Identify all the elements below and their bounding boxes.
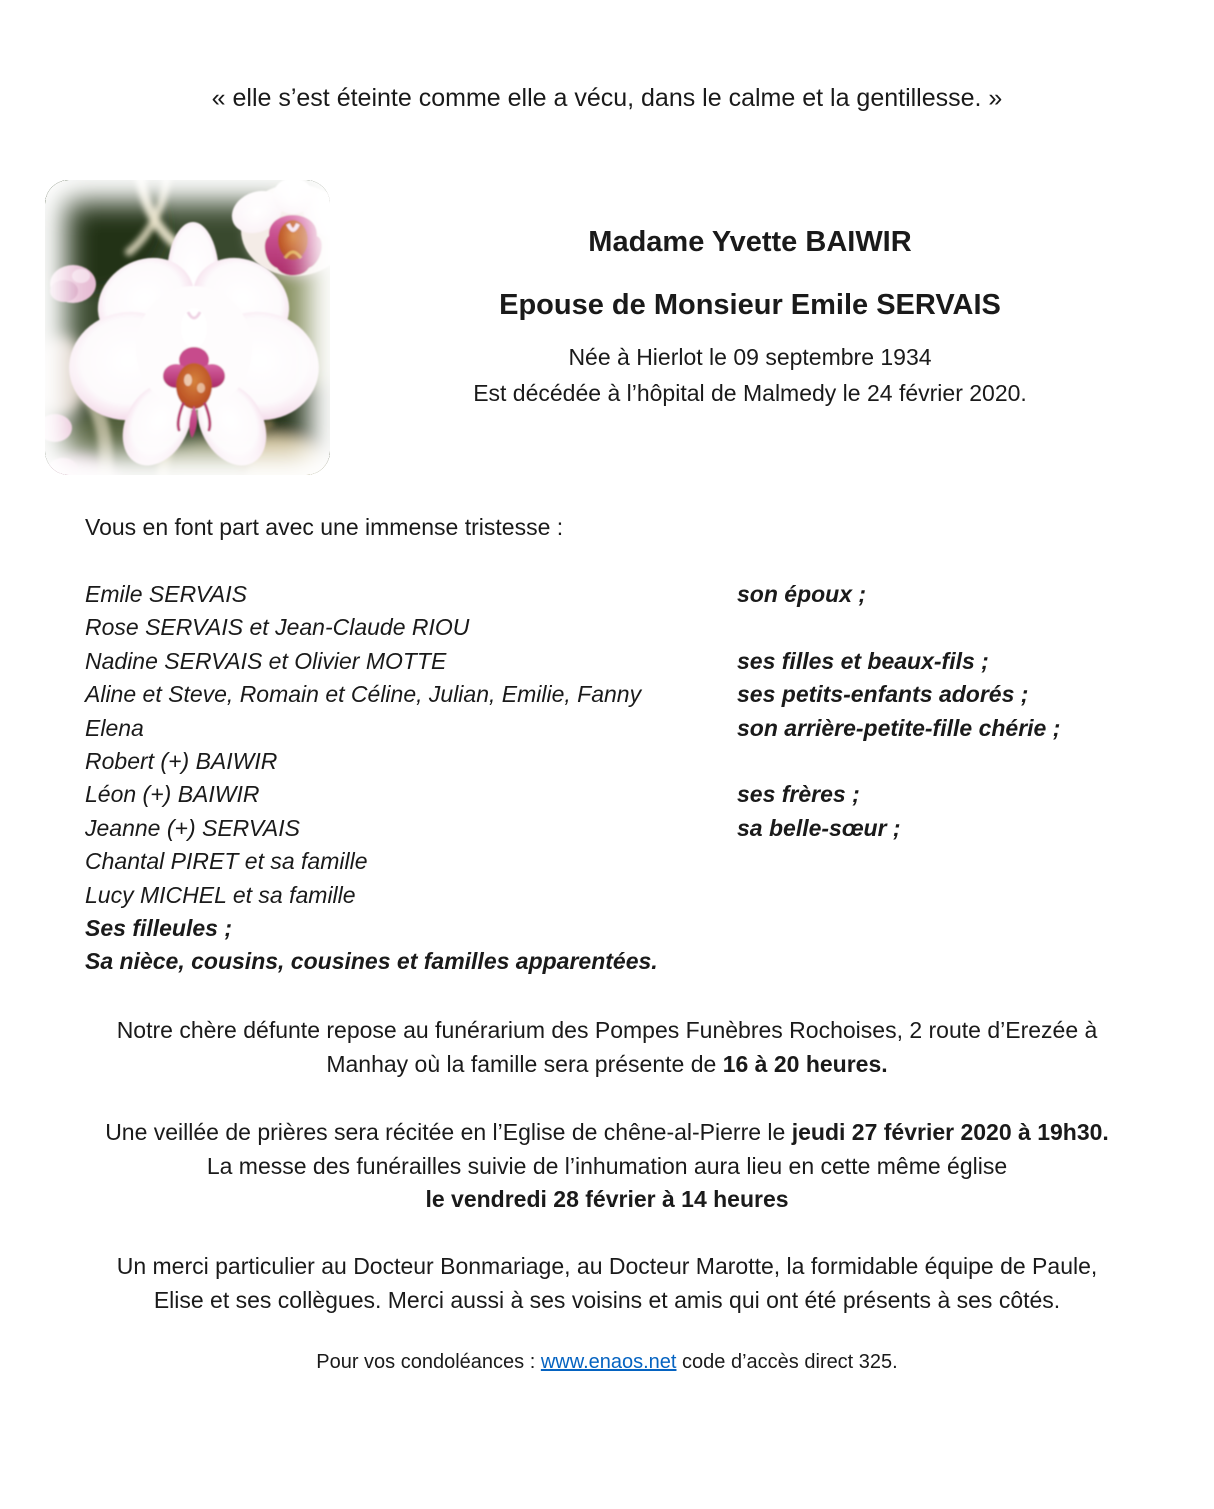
family-name: Lucy MICHEL et sa famille (85, 881, 356, 908)
family-row (0, 745, 1214, 778)
condolence-line (0, 1351, 1214, 1374)
enaos-link[interactable]: www.enaos.net (540, 1351, 677, 1373)
condolence-prefix: Pour vos condoléances : (316, 1351, 541, 1373)
family-name: Nadine SERVAIS et Olivier MOTTE (85, 647, 447, 674)
family-relation: ses frères ; (737, 781, 860, 808)
family-row (0, 912, 1214, 945)
condolence-suffix: code d’accès direct 325. (676, 1351, 898, 1373)
family-relation: son époux ; (737, 581, 867, 607)
vigil-paragraph (0, 1116, 1214, 1217)
vigil-line-1: Une veillée de prières sera récitée en l’Eglise de chêne-al-Pierre le jeudi 27 février 2020 à 19h30. (105, 1119, 1109, 1145)
orchid-illustration (45, 180, 330, 475)
family-row (0, 645, 1214, 678)
birth-line: Née à Hierlot le 09 septembre 1934 (568, 344, 932, 370)
family-name: Chantal PIRET et sa famille (85, 848, 368, 875)
family-row (0, 578, 1214, 611)
thanks-paragraph (0, 1250, 1214, 1317)
family-name: Robert (+) BAIWIR (85, 747, 278, 774)
family-name: Jeanne (+) SERVAIS (85, 814, 301, 841)
deceased-name: Madame Yvette BAIWIR (588, 226, 912, 258)
family-row (0, 845, 1214, 878)
family-relation: sa belle-sœur ; (737, 814, 901, 841)
orchid-photo (45, 180, 330, 475)
announcement-intro: Vous en font part avec une immense tristesse : (85, 514, 564, 540)
family-row (0, 778, 1214, 811)
repose-line-1: Notre chère défunte repose au funérarium des Pompes Funèbres Rochoises, 2 route d’Erezée à (116, 1017, 1098, 1043)
family-row (0, 879, 1214, 912)
vigil-line-2: La messe des funérailles suivie de l’inhumation aura lieu en cette même église (206, 1152, 1008, 1179)
family-relation: ses filles et beaux-fils ; (737, 647, 989, 674)
family-name: Ses filleules ; (85, 914, 233, 941)
family-name: Elena (85, 714, 144, 741)
family-name: Sa nièce, cousins, cousines et familles apparentées. (85, 948, 658, 975)
family-name: Aline et Steve, Romain et Céline, Julian, Emilie, Fanny (85, 681, 642, 708)
spouse-line: Epouse de Monsieur Emile SERVAIS (499, 289, 1001, 321)
family-name: Rose SERVAIS et Jean-Claude RIOU (85, 614, 470, 641)
family-name: Emile SERVAIS (85, 581, 247, 607)
death-line: Est décédée à l’hôpital de Malmedy le 24 février 2020. (473, 380, 1027, 406)
memorial-quote: « elle s’est éteinte comme elle a vécu, dans le calme et la gentillesse. » (211, 84, 1003, 112)
funeral-datetime: le vendredi 28 février à 14 heures (425, 1186, 789, 1212)
vigil-datetime: jeudi 27 février 2020 à 19h30. (791, 1119, 1109, 1145)
repose-paragraph (0, 1014, 1214, 1081)
thanks-line-2: Elise et ses collègues. Merci aussi à ses voisins et amis qui ont été présents à ses côtés. (153, 1286, 1061, 1313)
family-row (0, 678, 1214, 711)
family-relation: ses petits-enfants adorés ; (737, 681, 1029, 708)
family-relation: son arrière-petite-fille chérie ; (737, 714, 1061, 741)
visiting-hours: 16 à 20 heures. (722, 1050, 888, 1077)
family-row (0, 945, 1214, 978)
family-name: Léon (+) BAIWIR (85, 781, 260, 808)
repose-line-2: Manhay où la famille sera présente de 16 à 20 heures. (326, 1050, 888, 1077)
family-row (0, 611, 1214, 644)
family-list (0, 578, 1214, 979)
family-row (0, 812, 1214, 845)
thanks-line-1: Un merci particulier au Docteur Bonmariage, au Docteur Marotte, la formidable équipe de Paule, (116, 1253, 1098, 1279)
family-row (0, 712, 1214, 745)
